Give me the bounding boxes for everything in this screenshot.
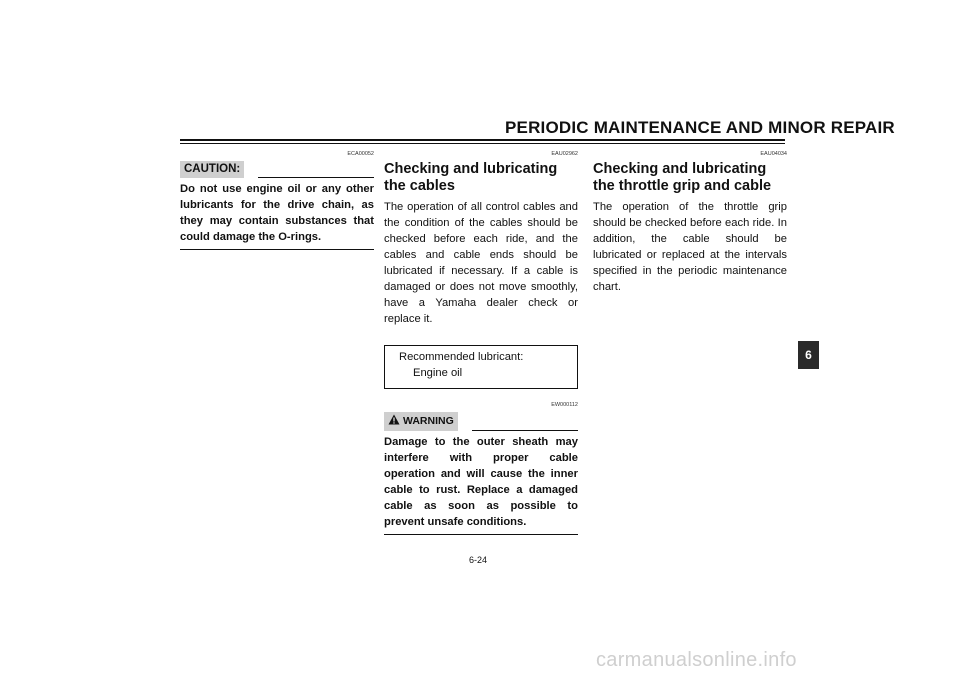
column-cables: [384, 150, 578, 535]
caution-header: [180, 161, 374, 178]
warning-code: EW000112: [551, 402, 578, 408]
warning-rule: [472, 430, 578, 431]
section-heading: Checking and lubricating the throttle grip and cable: [593, 161, 772, 194]
caution-badge: CAUTION:: [180, 161, 244, 178]
section-body: The operation of all control cables and the condition of the cables should be checked before each ride, and the cables and cable ends should be lubricated if necessary. If a cable is damaged or does not move smoothly, have a Yamaha dealer check or replace it.: [384, 201, 578, 325]
page-title: PERIODIC MAINTENANCE AND MINOR REPAIR: [505, 118, 895, 137]
chapter-tab: 6: [798, 341, 819, 369]
reference-code: ECA00052: [347, 151, 374, 157]
warning-text: Damage to the outer sheath may interfere with proper cable operation and will cause the inner cable to rust. Replace a damaged cable as soon as possible to prevent unsafe conditions.: [384, 436, 578, 528]
warning-end-rule: [384, 530, 578, 535]
watermark: carmanualsonline.info: [596, 649, 797, 671]
reference-code: EAU02962: [551, 151, 578, 157]
column-throttle: [593, 150, 787, 295]
column-caution: [180, 150, 374, 250]
warning-badge: [384, 412, 458, 431]
caution-rule: [258, 177, 374, 178]
warning-label: WARNING: [403, 415, 454, 427]
warning-triangle-icon: [388, 414, 400, 429]
lubricant-label: Recommended lubricant:: [399, 351, 524, 363]
caution-text: Do not use engine oil or any other lubricants for the drive chain, as they may contain substances that could damage the O-rings.: [180, 183, 374, 243]
caution-end-rule: [180, 245, 374, 250]
section-body: The operation of the throttle grip should be checked before each ride. In addition, the cable should be lubricated or replaced at the intervals specified in the periodic maintenance chart.: [593, 201, 787, 293]
reference-code: EAU04034: [760, 151, 787, 157]
warning-header: [384, 412, 578, 431]
lubricant-value: Engine oil: [413, 367, 463, 379]
header-rule: [180, 139, 785, 141]
section-heading: Checking and lubricating the cables: [384, 161, 558, 194]
page-number: 6-24: [469, 555, 488, 565]
header-rule-thin: [180, 143, 785, 144]
lubricant-box: [384, 345, 578, 389]
